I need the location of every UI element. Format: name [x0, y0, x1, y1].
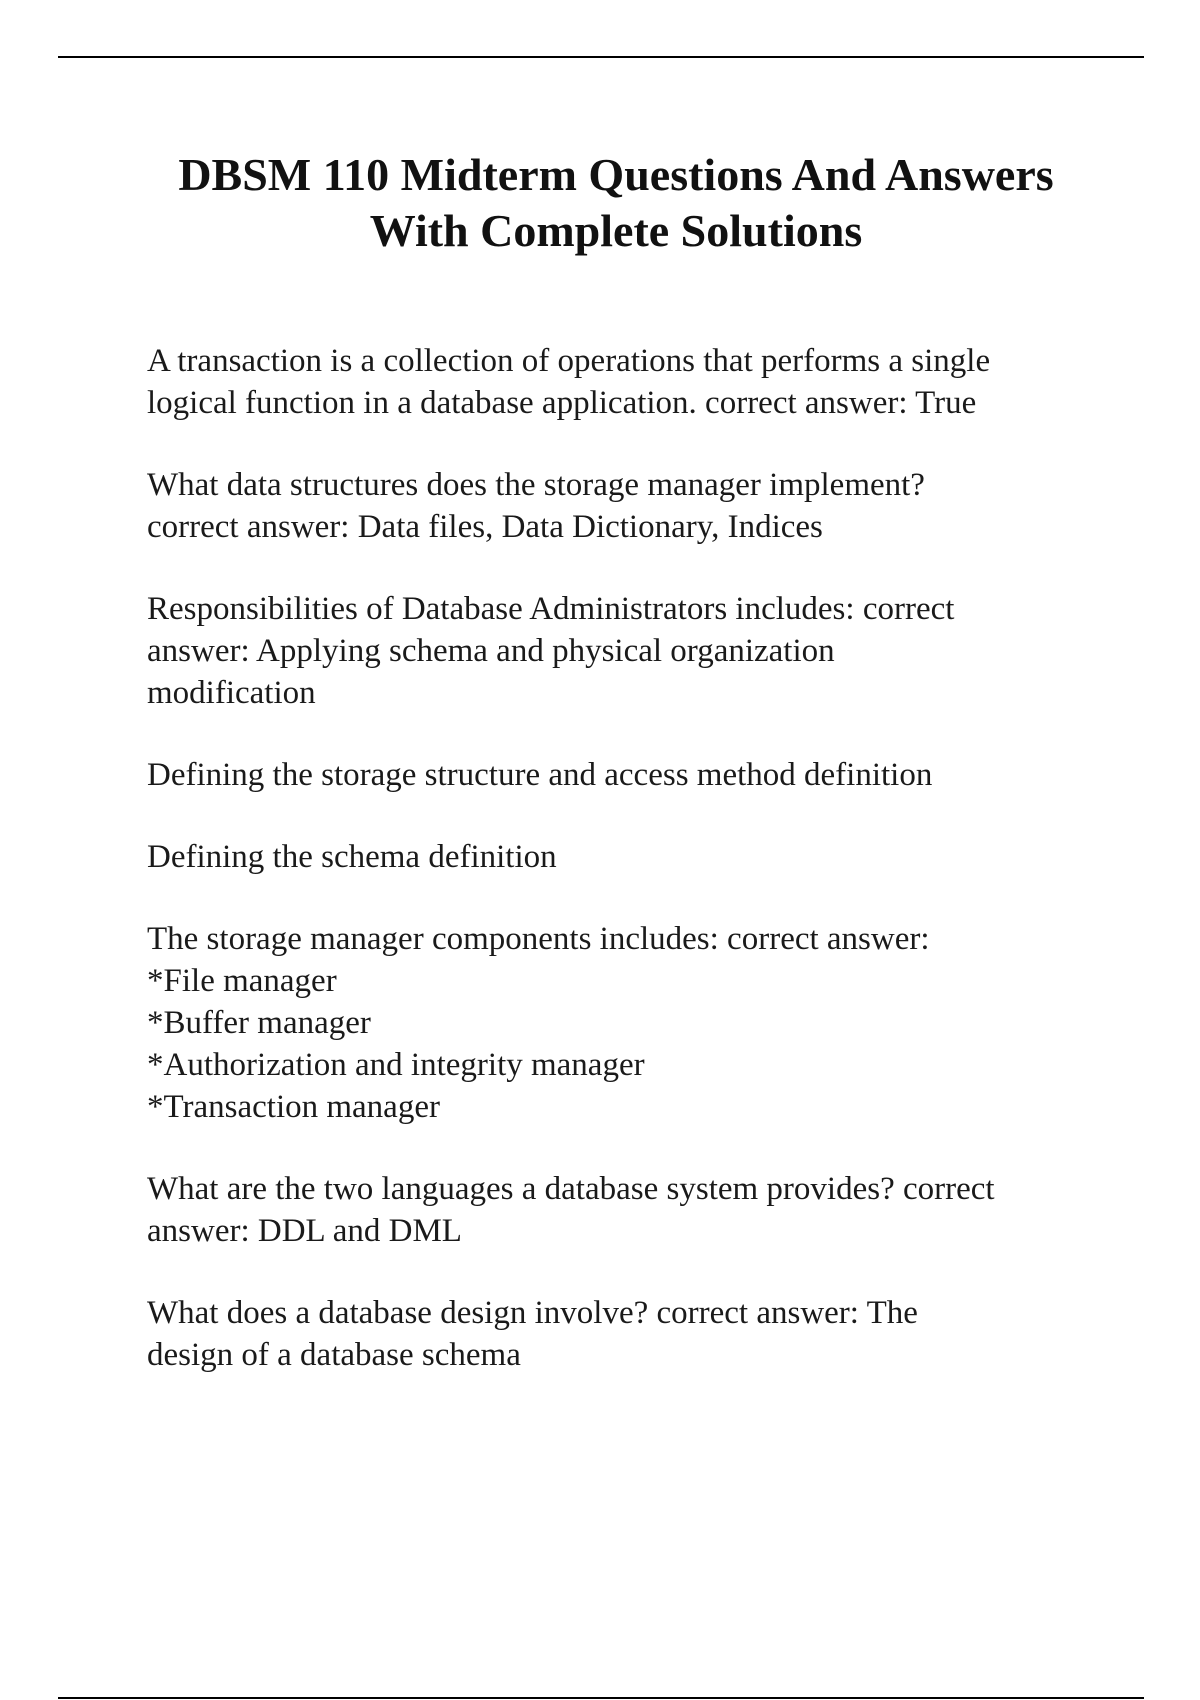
paragraph-schema-definition: Defining the schema definition	[147, 839, 557, 875]
document-body	[147, 340, 1107, 1376]
paragraph-database-design: What does a database design involve? correct answer: The design of a database schema	[147, 1295, 918, 1373]
bottom-rule	[58, 1697, 1144, 1699]
paragraph-storage-structures: What data structures does the storage manager implement? correct answer: Data files, Data Dictionary, Indices	[147, 467, 925, 545]
top-rule	[58, 56, 1144, 58]
paragraph-languages: What are the two languages a database system provides? correct answer: DDL and DML	[147, 1171, 995, 1249]
paragraph-dba-responsibilities: Responsibilities of Database Administrators includes: correct answer: Applying schema and physical organization modification	[147, 591, 955, 711]
document-title: DBSM 110 Midterm Questions And Answers With Complete Solutions	[178, 149, 1054, 256]
paragraph-transaction: A transaction is a collection of operations that performs a single logical function in a database application. correct answer: True	[147, 343, 991, 421]
paragraph-storage-components: The storage manager components includes: correct answer: *File manager *Buffer manager *Authorization and integrity manager *Transaction manager	[147, 921, 930, 1125]
paragraph-storage-access: Defining the storage structure and access method definition	[147, 757, 933, 793]
